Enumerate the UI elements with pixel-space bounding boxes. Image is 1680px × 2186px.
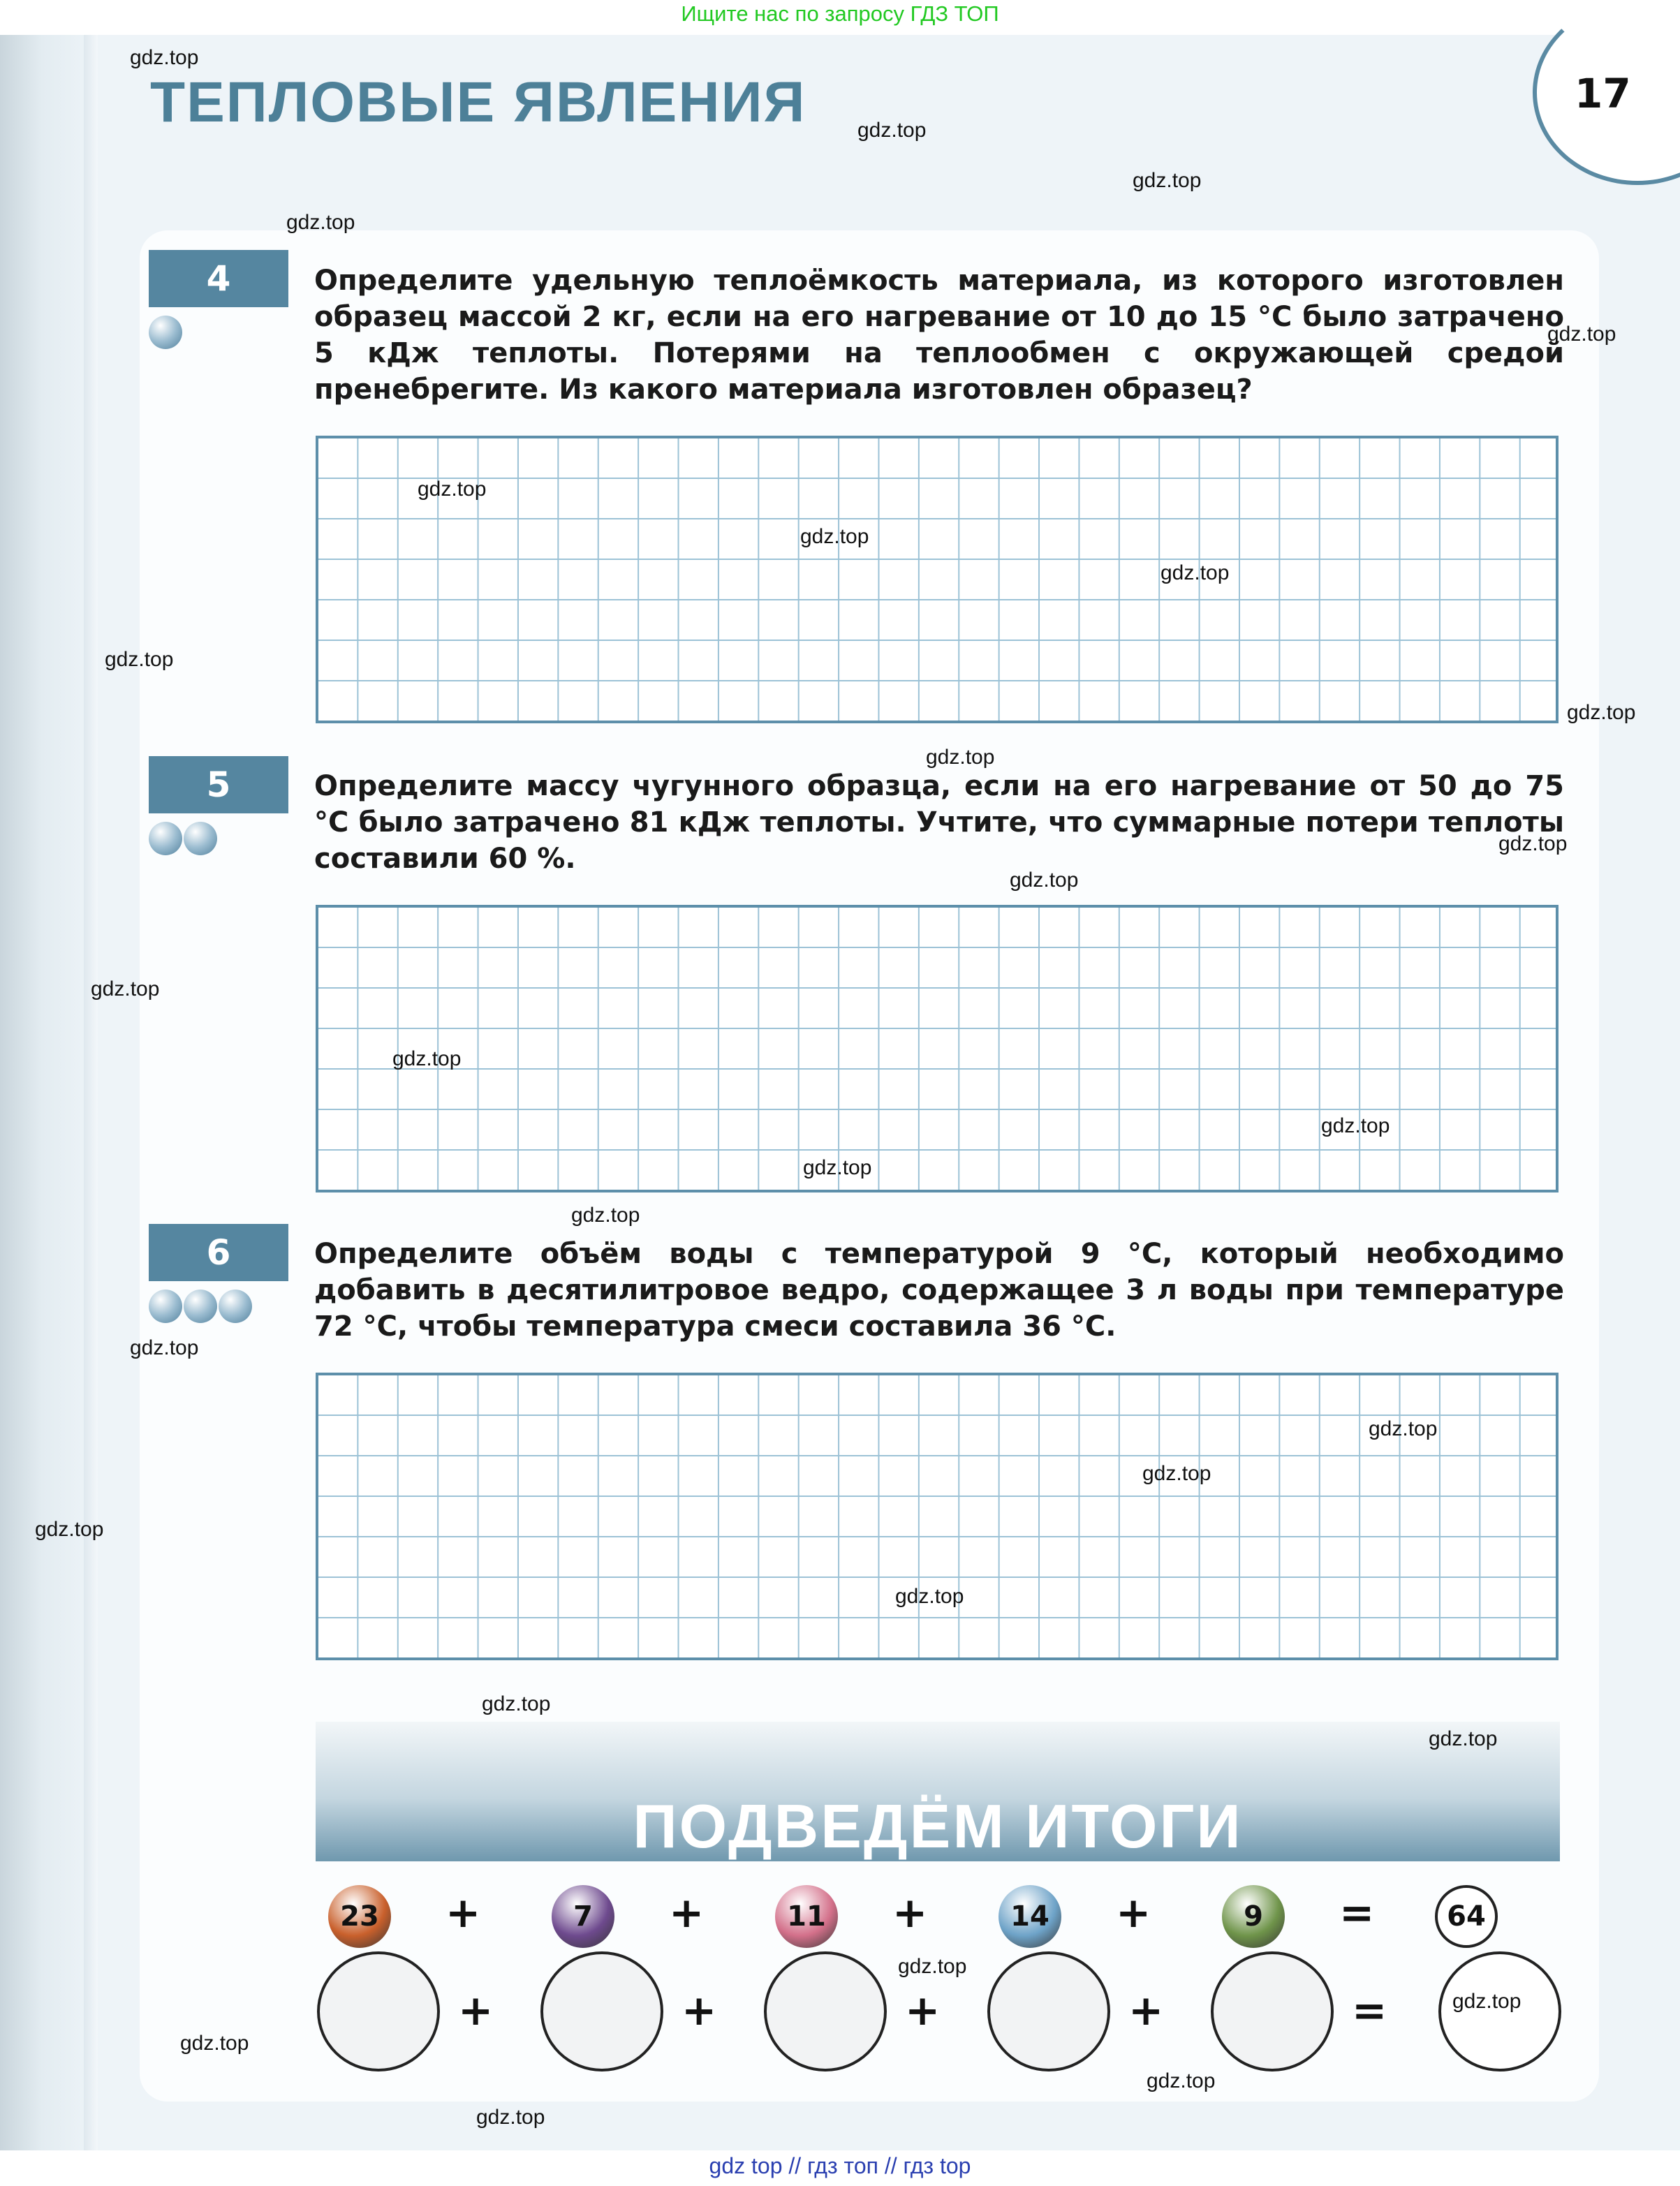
watermark-text: gdz.top: [130, 46, 199, 69]
equals-sign: =: [1339, 1889, 1375, 1937]
search-hint-banner: Ищите нас по запросу ГДЗ ТОП: [681, 1, 999, 26]
watermark-text: gdz.top: [1160, 561, 1230, 584]
plus-sign: +: [905, 1986, 941, 2035]
watermark-text: gdz.top: [1133, 169, 1202, 192]
watermark-text: gdz.top: [482, 1692, 551, 1715]
score-answer-circle[interactable]: [540, 1951, 663, 2071]
difficulty-ball-icon: [184, 1290, 217, 1323]
watermark-text: gdz.top: [1452, 1990, 1521, 2013]
answer-grid-4[interactable]: [316, 436, 1559, 723]
page-number: 17: [1575, 70, 1631, 117]
watermark-text: gdz.top: [418, 478, 487, 501]
watermark-text: gdz.top: [1567, 701, 1636, 724]
watermark-text: gdz.top: [180, 2032, 249, 2055]
difficulty-indicator: [149, 822, 217, 855]
watermark-text: gdz.top: [1147, 2069, 1216, 2092]
difficulty-ball-icon: [149, 316, 182, 349]
plus-sign: +: [681, 1986, 717, 2035]
watermark-text: gdz.top: [1369, 1417, 1438, 1440]
watermark-text: gdz.top: [898, 1955, 967, 1978]
watermark-text: gdz.top: [91, 977, 160, 1000]
task-number-4: 4: [149, 250, 288, 307]
watermark-text: gdz.top: [571, 1204, 640, 1227]
book-spine: [84, 35, 98, 2150]
score-ball: 9: [1222, 1885, 1285, 1948]
watermark-text: gdz.top: [926, 746, 995, 769]
score-answer-circle[interactable]: [317, 1951, 440, 2071]
watermark-text: gdz.top: [1142, 1462, 1211, 1485]
watermark-text: gdz.top: [1547, 323, 1616, 346]
difficulty-indicator: [149, 1290, 252, 1323]
section-title: ТЕПЛОВЫЕ ЯВЛЕНИЯ: [150, 71, 806, 134]
score-ball: 11: [775, 1885, 838, 1948]
difficulty-ball-icon: [149, 822, 182, 855]
watermark-text: gdz.top: [857, 119, 927, 142]
task-number-5: 5: [149, 756, 288, 813]
summary-banner: ПОДВЕДЁМ ИТОГИ: [316, 1722, 1560, 1861]
difficulty-ball-icon: [219, 1290, 252, 1323]
difficulty-ball-icon: [184, 822, 217, 855]
plus-sign: +: [458, 1986, 494, 2035]
watermark-text: gdz.top: [895, 1585, 964, 1608]
task-text-4: Определите удельную теплоёмкость материала, из которого изготовлен образец массой 2 кг, если на его нагревание от 10 до 15 °С было затрачено 5 кДж теплоты. Потерями на теплообмен с окружающей средой пренебрегите. Из какого материала изготовлен образец?: [314, 265, 1564, 406]
watermark-text: gdz.top: [105, 648, 174, 671]
equals-sign: =: [1352, 1986, 1387, 2035]
watermark-text: gdz.top: [476, 2106, 545, 2129]
task-number-6: 6: [149, 1224, 288, 1281]
score-answer-circle[interactable]: [987, 1951, 1110, 2071]
watermark-text: gdz.top: [1321, 1114, 1390, 1137]
plus-sign: +: [445, 1889, 481, 1937]
watermark-text: gdz.top: [286, 211, 355, 234]
score-answer-circle[interactable]: [764, 1951, 887, 2071]
score-ball: 7: [552, 1885, 614, 1948]
total-score: 64: [1435, 1885, 1498, 1948]
answer-grid-5[interactable]: [316, 905, 1559, 1192]
watermark-text: gdz.top: [130, 1336, 199, 1359]
watermark-text: gdz.top: [392, 1047, 462, 1070]
watermark-text: gdz.top: [1010, 869, 1079, 892]
score-ball: 23: [328, 1885, 391, 1948]
plus-sign: +: [892, 1889, 928, 1937]
watermark-text: gdz.top: [1498, 832, 1568, 855]
task-text-6: Определите объём воды с температурой 9 °С, который необходимо добавить в десятилитровое ведро, содержащее 3 л воды при температуре 72 °С, чтобы температура смеси составила 36 °С.: [314, 1238, 1564, 1343]
plus-sign: +: [1116, 1889, 1151, 1937]
plus-sign: +: [1128, 1986, 1164, 2035]
score-ball: 14: [999, 1885, 1061, 1948]
answer-grid-6[interactable]: [316, 1373, 1559, 1660]
difficulty-ball-icon: [149, 1290, 182, 1323]
watermark-text: gdz.top: [35, 1518, 104, 1541]
footer-links[interactable]: gdz top // гдз топ // гдз top: [709, 2153, 971, 2178]
task-text-5: Определите массу чугунного образца, если на его нагревание от 50 до 75 °С было затрачено 81 кДж теплоты. Учтите, что суммарные потери теплоты составили 60 %.: [314, 770, 1564, 875]
score-answer-circle[interactable]: [1211, 1951, 1334, 2071]
difficulty-indicator: [149, 316, 182, 349]
watermark-text: gdz.top: [800, 525, 869, 548]
watermark-text: gdz.top: [1429, 1727, 1498, 1750]
plus-sign: +: [669, 1889, 705, 1937]
watermark-text: gdz.top: [803, 1156, 872, 1179]
